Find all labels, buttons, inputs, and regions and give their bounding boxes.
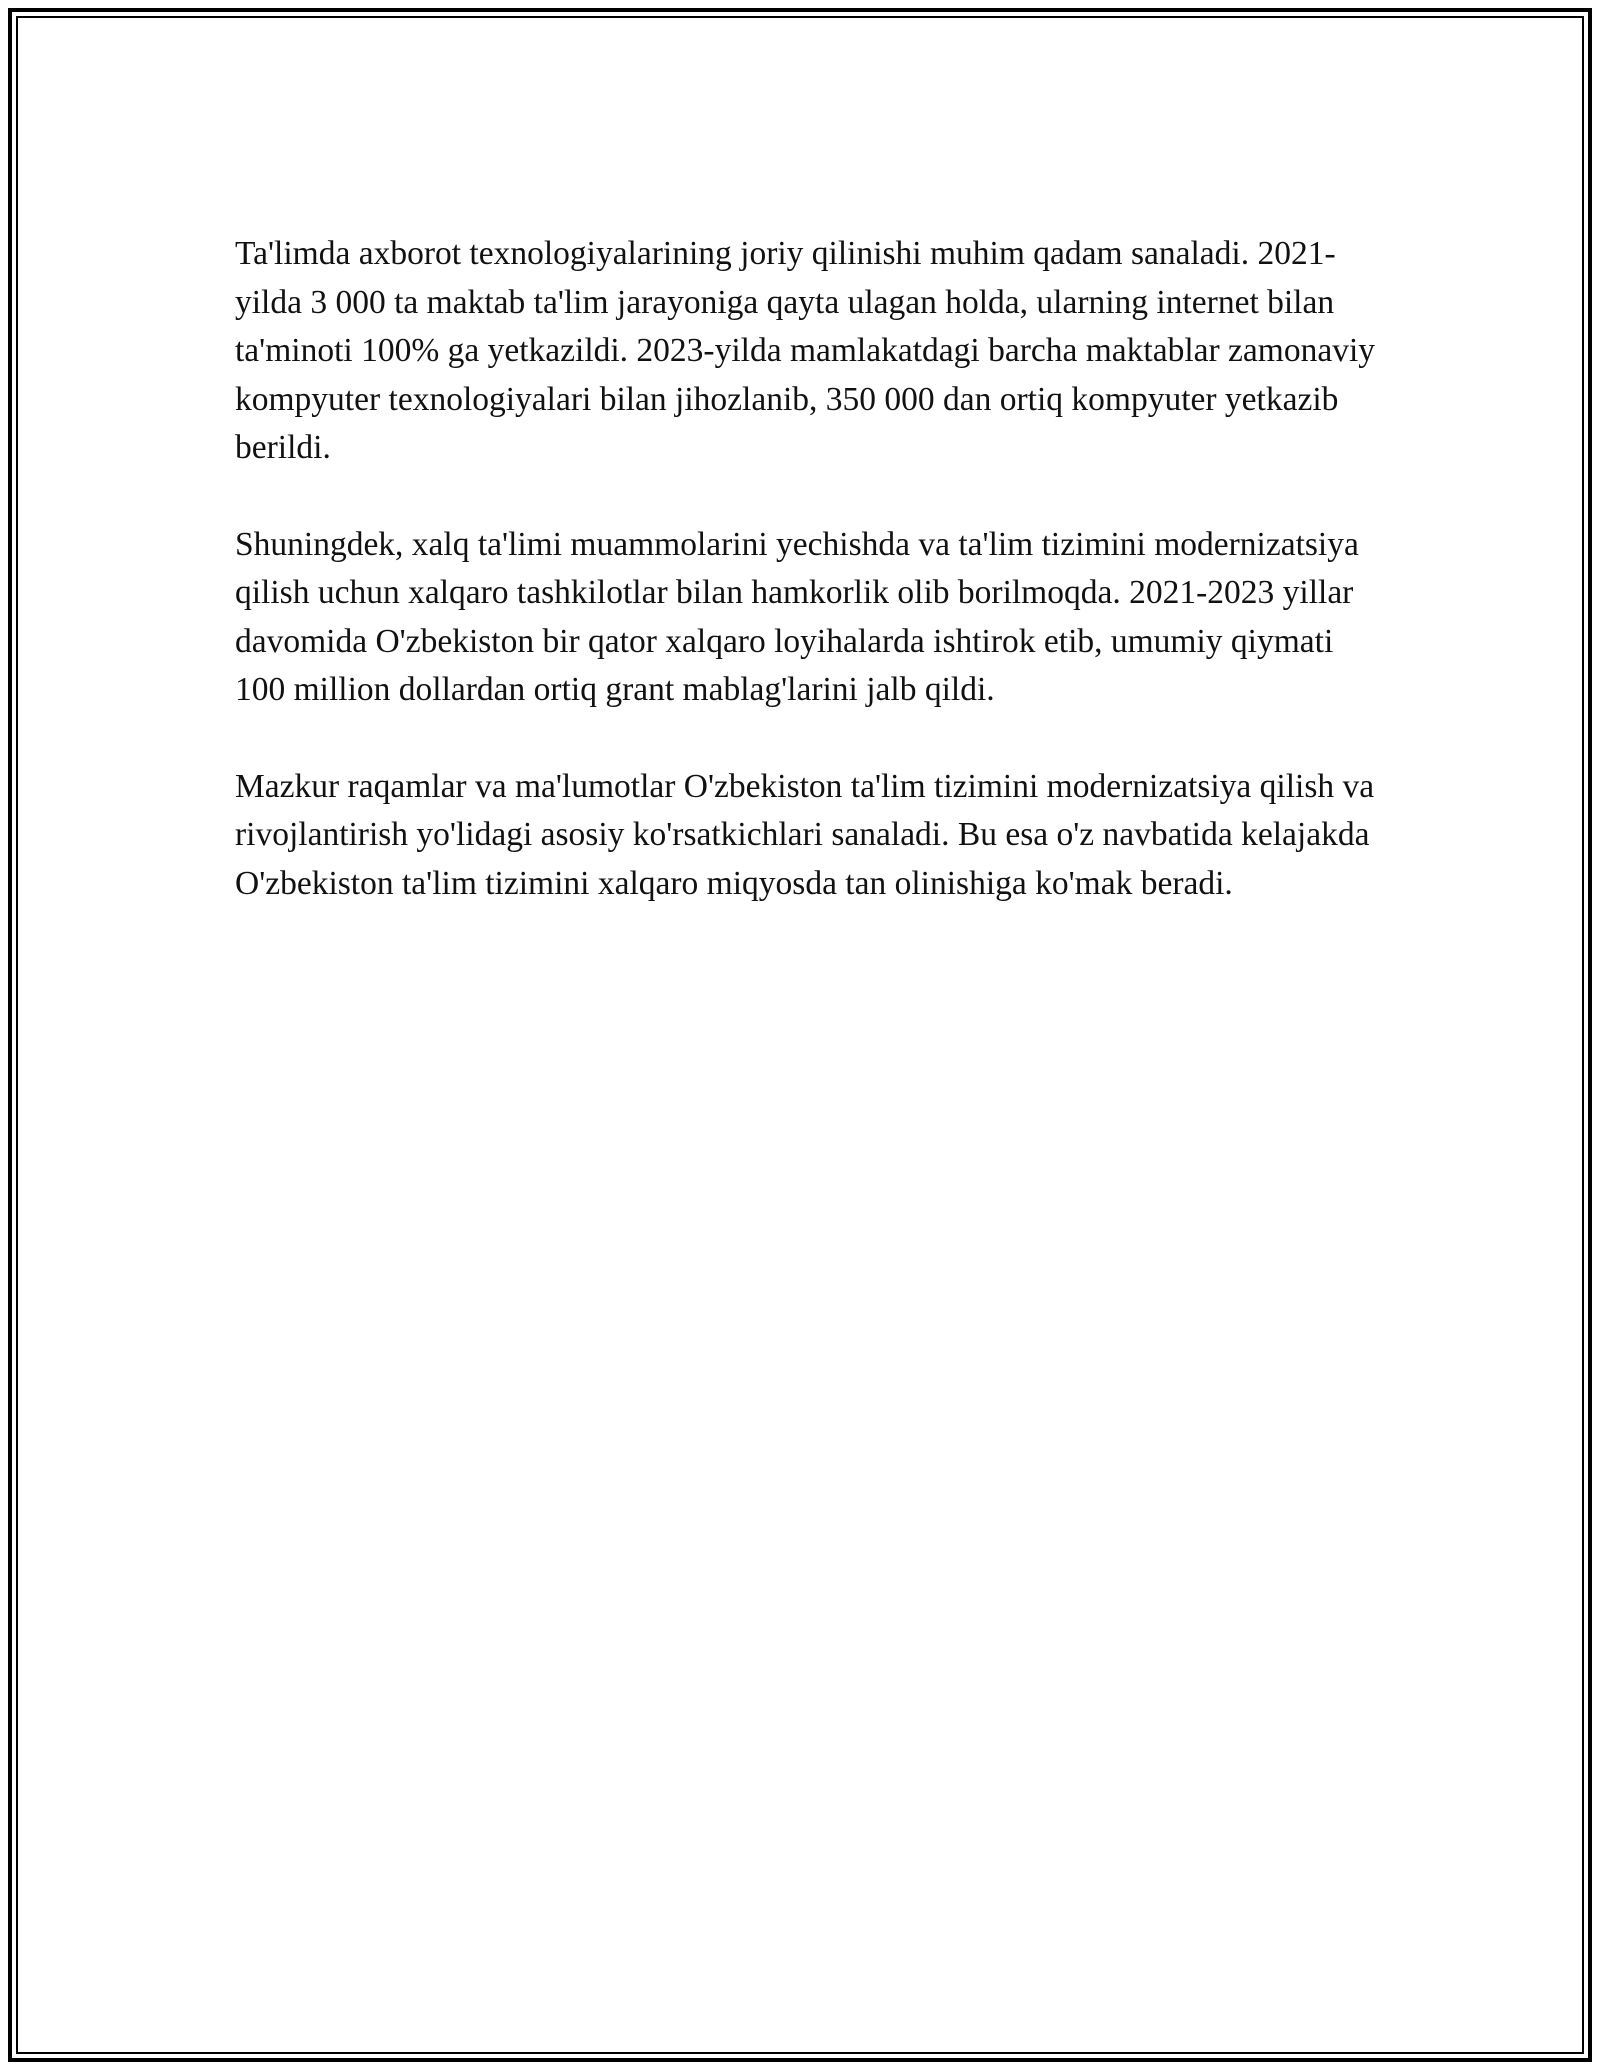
paragraph-international-cooperation: Shuningdek, xalq ta'limi muammolarini yechishda va ta'lim tizimini modernizatsiya qilish uchun xalqaro tashkilotlar bilan hamkorlik olib borilmoqda. 2021-2023 yillar davomida O'zbekiston bir qator xalqaro loyihalarda ishtirok etib, umumiy qiymati 100 million dollardan ortiq grant mablag'larini jalb qildi. (235, 525, 1359, 708)
paragraph-conclusion: Mazkur raqamlar va ma'lumotlar O'zbekiston ta'lim tizimini modernizatsiya qilish va rivojlantirish yo'lidagi asosiy ko'rsatkichlari sanaladi. Bu esa o'z navbatida kelajakda O'zbekiston ta'lim tizimini xalqaro miqyosda tan olinishiga ko'mak beradi. (235, 767, 1375, 902)
document-body (235, 230, 1375, 956)
paragraph-ict-in-education: Ta'limda axborot texnologiyalarining joriy qilinishi muhim qadam sanaladi. 2021-yilda 3 000 ta maktab ta'lim jarayoniga qayta ulagan holda, ularning internet bilan ta'minoti 100% ga yetkazildi. 2023-yilda mamlakatdagi barcha maktablar zamonaviy kompyuter texnologiyalari bilan jihozlanib, 350 000 dan ortiq kompyuter yetkazib berildi. (235, 235, 1375, 466)
